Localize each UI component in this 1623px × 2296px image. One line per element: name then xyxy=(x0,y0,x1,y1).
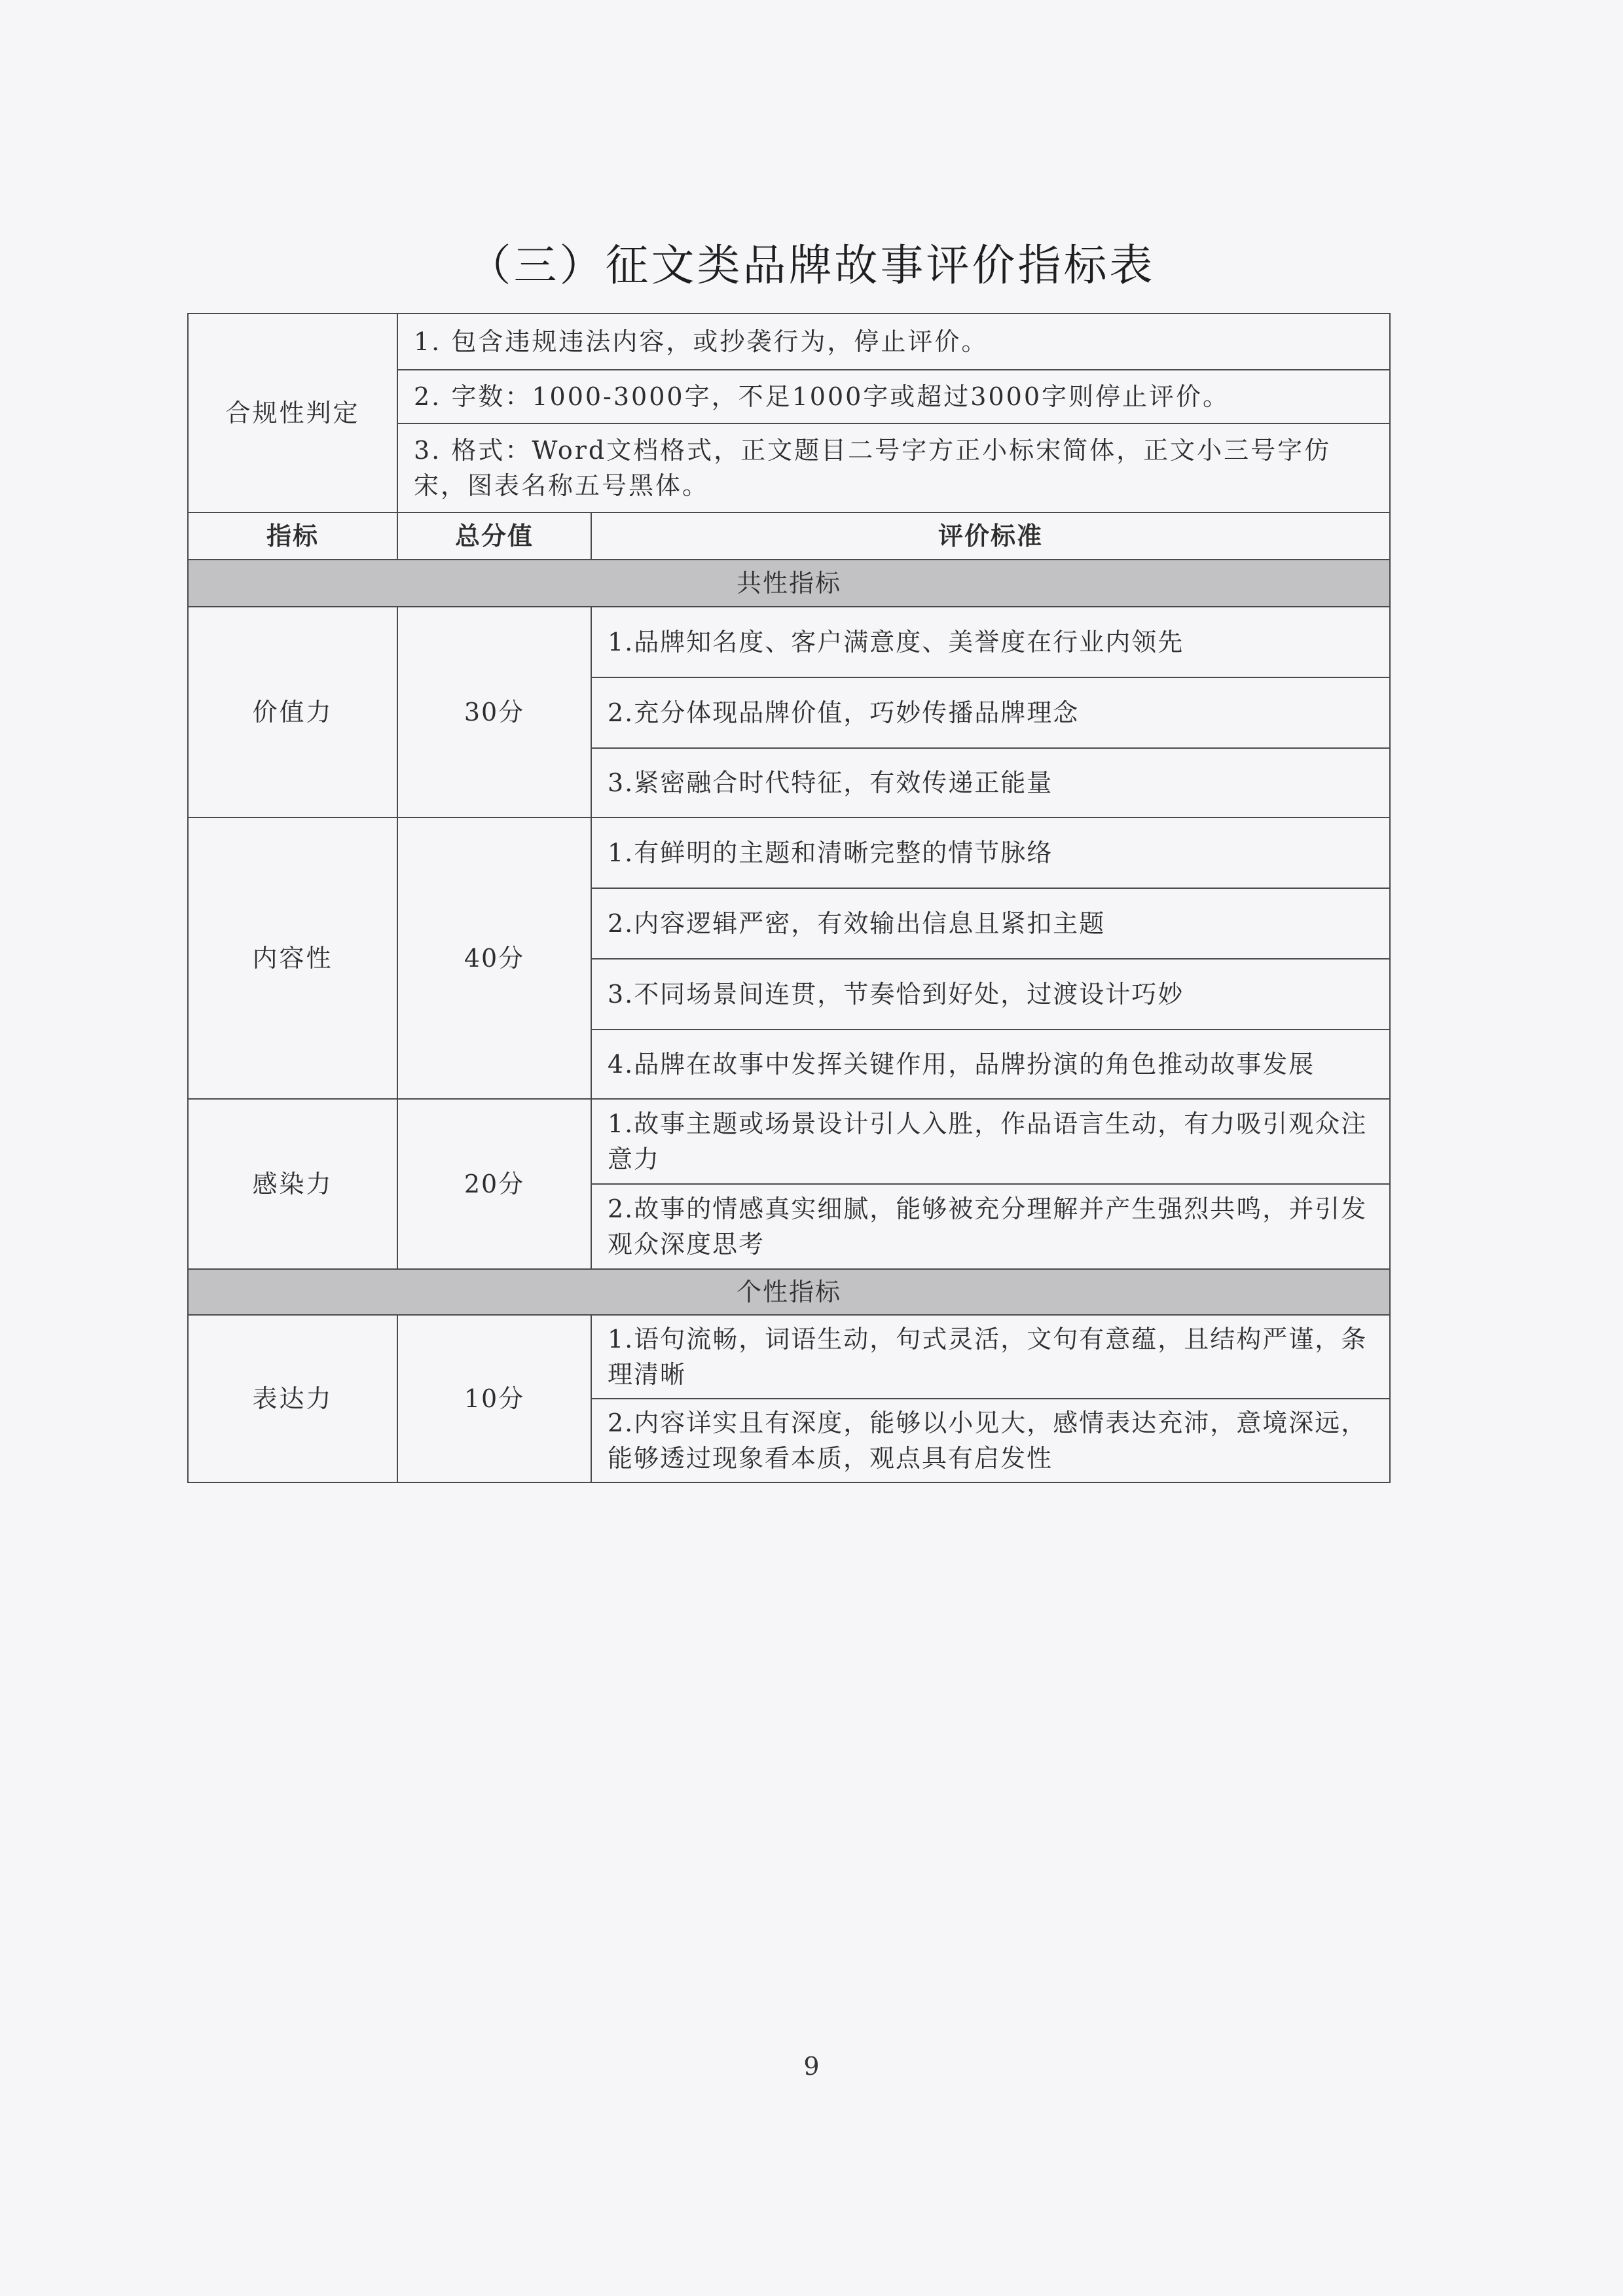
table-row xyxy=(188,1099,1390,1184)
table-row xyxy=(188,607,1390,677)
criterion: 1.故事主题或场景设计引人入胜，作品语言生动，有力吸引观众注意力 xyxy=(591,1099,1390,1184)
section-band-row xyxy=(188,560,1390,607)
indicator-name: 价值力 xyxy=(188,607,397,817)
criterion: 4.品牌在故事中发挥关键作用，品牌扮演的角色推动故事发展 xyxy=(591,1030,1390,1099)
page-title: （三）征文类品牌故事评价指标表 xyxy=(467,240,1156,291)
indicator-name: 感染力 xyxy=(188,1099,397,1269)
section-band-row xyxy=(188,1269,1390,1315)
individual-section-label: 个性指标 xyxy=(188,1269,1390,1315)
criterion: 1.有鲜明的主题和清晰完整的情节脉络 xyxy=(591,817,1390,888)
indicator-score: 40分 xyxy=(397,817,591,1099)
criterion: 1.品牌知名度、客户满意度、美誉度在行业内领先 xyxy=(591,607,1390,677)
table-row xyxy=(188,817,1390,888)
criterion: 2.内容详实且有深度，能够以小见大，感情表达充沛，意境深远，能够透过现象看本质，观点具有启发性 xyxy=(591,1399,1390,1482)
indicator-name: 表达力 xyxy=(188,1315,397,1482)
compliance-rule: 3. 格式：Word文档格式，正文题目二号字方正小标宋简体，正文小三号字仿宋，图表名称五号黑体。 xyxy=(397,423,1390,512)
criterion: 2.内容逻辑严密，有效输出信息且紧扣主题 xyxy=(591,888,1390,959)
indicator-score: 20分 xyxy=(397,1099,591,1269)
header-criteria: 评价标准 xyxy=(591,512,1390,560)
compliance-row xyxy=(188,314,1390,370)
compliance-rule: 2. 字数：1000-3000字，不足1000字或超过3000字则停止评价。 xyxy=(397,370,1390,423)
criterion: 3.不同场景间连贯，节奏恰到好处，过渡设计巧妙 xyxy=(591,959,1390,1030)
table-header-row xyxy=(188,512,1390,560)
page-number: 9 xyxy=(803,2052,820,2081)
indicator-score: 30分 xyxy=(397,607,591,817)
criterion: 3.紧密融合时代特征，有效传递正能量 xyxy=(591,748,1390,817)
criterion: 1.语句流畅，词语生动，句式灵活，文句有意蕴，且结构严谨，条理清晰 xyxy=(591,1315,1390,1399)
header-total-score: 总分值 xyxy=(397,512,591,560)
compliance-rule: 1. 包含违规违法内容，或抄袭行为，停止评价。 xyxy=(397,314,1390,370)
indicator-name: 内容性 xyxy=(188,817,397,1099)
indicator-score: 10分 xyxy=(397,1315,591,1482)
evaluation-table xyxy=(187,313,1391,1483)
criterion: 2.故事的情感真实细腻，能够被充分理解并产生强烈共鸣，并引发观众深度思考 xyxy=(591,1184,1390,1269)
common-section-label: 共性指标 xyxy=(188,560,1390,607)
header-indicator: 指标 xyxy=(188,512,397,560)
compliance-label: 合规性判定 xyxy=(188,314,397,512)
table-row xyxy=(188,1315,1390,1399)
criterion: 2.充分体现品牌价值，巧妙传播品牌理念 xyxy=(591,677,1390,748)
